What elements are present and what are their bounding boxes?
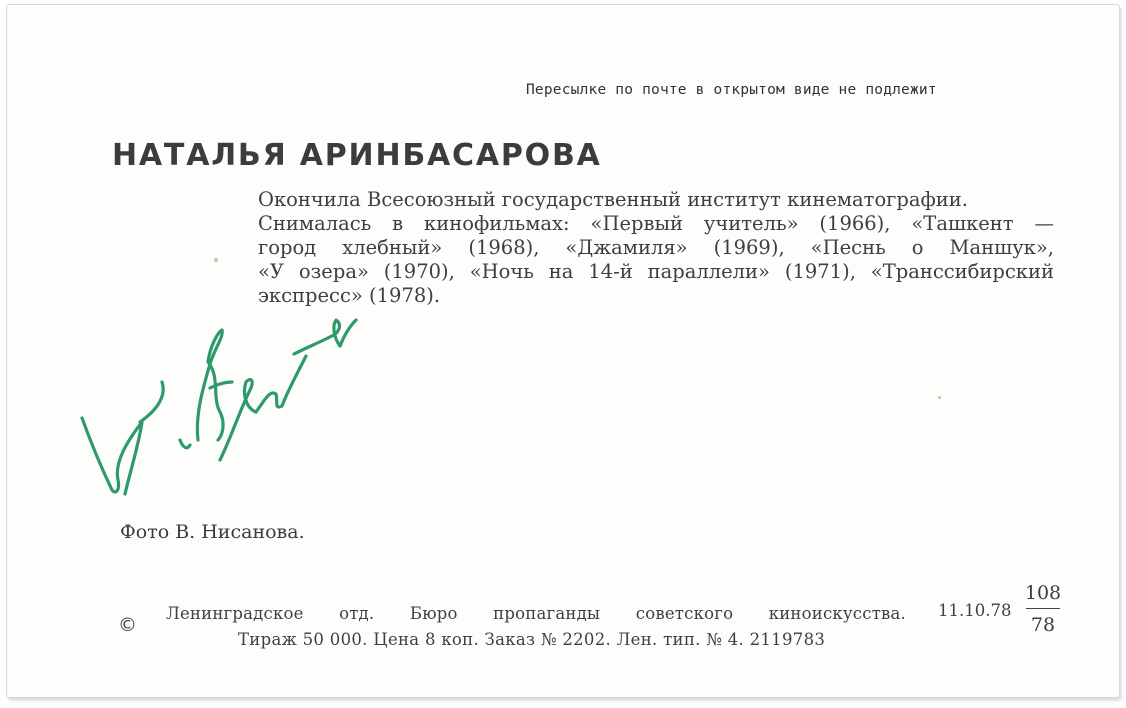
bio-line-4: «У озера» (1970), «Ночь на 14-й параллели» (1971), «Транссибирский [258,260,1054,283]
photo-credit: Фото В. Нисанова. [120,521,305,543]
catalog-number-top: 108 [1024,582,1062,604]
bio-line-1: Окончила Всесоюзный государственный институт кинематографии. [258,188,968,211]
catalog-number [1022,582,1064,636]
paper-speck [214,258,218,262]
fraction-bar [1026,608,1060,609]
biography-text [258,188,1054,308]
print-info: Тираж 50 000. Цена 8 коп. Заказ № 2202. Лен. тип. № 4. 2119783 [238,630,826,649]
bio-line-3: город хлебный» (1968), «Джамиля» (1969), «Песнь о Маншук», [258,236,1054,259]
bio-line-5: экспресс» (1978). [258,284,441,307]
postal-note: Пересылке по почте в открытом виде не подлежит [526,82,937,98]
paper-speck [938,396,941,399]
print-date: 11.10.78 [938,601,1012,620]
bio-line-2: Снималась в кинофильмах: «Первый учитель» (1966), «Ташкент — [258,212,1054,235]
catalog-number-bottom: 78 [1030,614,1056,636]
publisher-line: Ленинградское отд. Бюро пропаганды советского киноискусства. [166,604,906,623]
handwritten-signature [70,290,370,520]
actress-name-heading: НАТАЛЬЯ АРИНБАСАРОВА [112,138,602,173]
copyright-symbol: © [118,614,137,636]
